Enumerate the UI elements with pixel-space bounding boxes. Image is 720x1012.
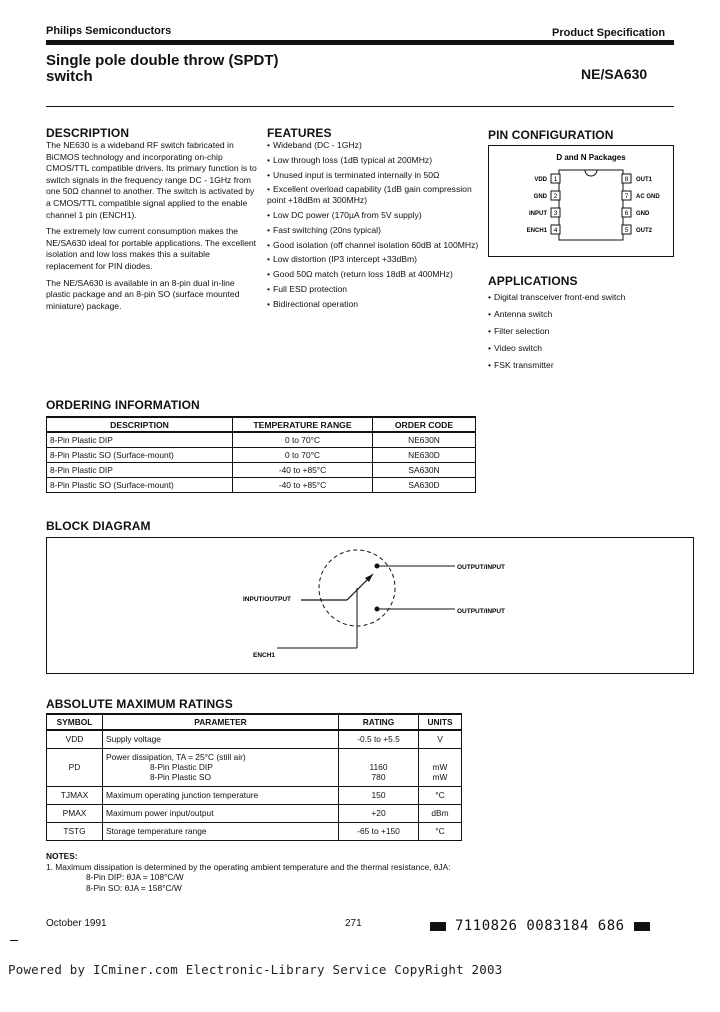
pin-name: ENCH1 — [526, 228, 547, 234]
param-sub: 8-Pin Plastic DIP — [150, 762, 213, 772]
pin-name: INPUT — [529, 211, 547, 217]
pin-diagram — [489, 146, 675, 258]
pin-config-box — [488, 145, 674, 257]
feature-item: • Unused input is terminated internally in 50Ω — [267, 169, 440, 180]
page-title — [46, 53, 279, 85]
cell-temperature: 0 to 70°C — [233, 447, 373, 462]
pin-number: 4 — [553, 227, 558, 234]
left-pins — [527, 174, 560, 234]
title-line-1: Single pole double throw (SPDT) — [46, 52, 279, 69]
ordering-heading: ORDERING INFORMATION — [46, 398, 200, 412]
note-line: 8-Pin SO: θJA = 158°C/W — [86, 882, 182, 893]
feature-item: • Good isolation (off channel isolation 60dB at 100MHz) — [267, 239, 479, 250]
footer-date: October 1991 — [46, 918, 107, 929]
description-section — [46, 140, 258, 317]
pin-name: AC GND — [636, 194, 660, 200]
pin-number: 1 — [553, 176, 558, 183]
cell-order-code: NE630N — [373, 432, 476, 447]
part-number: NE/SA630 — [581, 66, 648, 82]
units-value: mW — [432, 762, 448, 772]
table-row — [47, 730, 462, 748]
document-type: Product Specification — [552, 27, 666, 39]
feature-item: • Good 50Ω match (return loss 18dB at 400MHz) — [267, 269, 453, 280]
feature-item: • Low through loss (1dB typical at 200MHz) — [267, 154, 433, 165]
description-heading: DESCRIPTION — [46, 126, 130, 140]
feature-item: • Full ESD protection — [267, 283, 348, 294]
applications-list — [488, 292, 688, 377]
pin-number: 8 — [624, 176, 629, 183]
table-row — [47, 822, 462, 840]
description-paragraph: The NE630 is a wideband RF switch fabricated in BiCMOS technology and incorporating on-chip CMOS/TTL compatible drivers. Its primary function is to switch signals in the frequency range DC - 1GHz from one 50Ω channel to another. The switch is activated by a CMOS/TTL compatible signal applied to the enable channel 1 pin (ENCH1). — [46, 140, 257, 220]
input-label: INPUT/OUTPUT — [243, 596, 292, 603]
pin-number: 6 — [624, 210, 629, 217]
feature-item: • Bidirectional operation — [267, 298, 359, 309]
application-item: • Antenna switch — [488, 309, 553, 319]
switch-diagram — [47, 538, 695, 675]
application-item: • FSK transmitter — [488, 360, 554, 370]
cell-units: V — [419, 730, 462, 748]
pin-number: 2 — [553, 193, 558, 200]
pin-number: 5 — [624, 227, 629, 234]
cell-description: 8-Pin Plastic DIP — [47, 462, 233, 477]
column-header: PARAMETER — [103, 714, 339, 730]
abs-max-table — [46, 713, 462, 841]
ordering-table — [46, 416, 476, 493]
feature-item: • Wideband (DC - 1GHz) — [267, 140, 362, 150]
table-row — [47, 748, 462, 786]
powered-by-banner: Powered by ICminer.com Electronic-Library Service CopyRight 2003 — [8, 962, 503, 977]
table-row — [47, 447, 476, 462]
barcode-text: 7110826 0083184 686 — [454, 918, 625, 934]
applications-heading: APPLICATIONS — [488, 274, 578, 288]
cell-parameter: Supply voltage — [103, 730, 339, 748]
cell-description: 8-Pin Plastic DIP — [47, 432, 233, 447]
ic-notch — [585, 170, 597, 176]
column-header: UNITS — [419, 714, 462, 730]
header-rule — [46, 40, 674, 45]
cell-symbol: PMAX — [47, 804, 103, 822]
barcode-block-icon — [634, 922, 650, 931]
abs-max-heading: ABSOLUTE MAXIMUM RATINGS — [46, 697, 233, 711]
column-header: ORDER CODE — [373, 417, 476, 432]
company-name: Philips Semiconductors — [46, 25, 172, 37]
cell-rating: 150 — [339, 786, 419, 804]
column-header: TEMPERATURE RANGE — [233, 417, 373, 432]
table-header-row — [47, 714, 462, 730]
param-heading: Power dissipation, TA = 25°C (still air) — [106, 752, 246, 762]
cell-order-code: SA630D — [373, 477, 476, 492]
description-paragraph: The extremely low current consumption makes the NE/SA630 ideal for portable applications. The excellent isolation and low loss makes this a suitable replacement for PIN diodes. — [46, 226, 257, 271]
barcode — [430, 918, 650, 934]
page-number: 271 — [345, 918, 362, 929]
cell-temperature: -40 to +85°C — [233, 477, 373, 492]
table-header-row — [47, 417, 476, 432]
block-diagram-box — [46, 537, 694, 674]
rating-value: 1160 — [369, 762, 388, 772]
application-item: • Filter selection — [488, 326, 550, 336]
block-diagram-heading: BLOCK DIAGRAM — [46, 519, 151, 533]
table-row — [47, 477, 476, 492]
pin-name: OUT2 — [636, 228, 653, 234]
cell-rating: +20 — [339, 804, 419, 822]
pin-number: 7 — [624, 193, 629, 200]
table-row — [47, 432, 476, 447]
features-list — [267, 140, 479, 314]
pin-config-heading: PIN CONFIGURATION — [488, 128, 614, 142]
pin-name: GND — [636, 211, 650, 217]
feature-item: • Low DC power (170µA from 5V supply) — [267, 209, 422, 220]
ic-body — [559, 170, 623, 240]
cell-temperature: 0 to 70°C — [233, 432, 373, 447]
output-2-label: OUTPUT/INPUT — [457, 608, 506, 615]
right-pins — [622, 174, 660, 234]
pin-number: 3 — [553, 210, 558, 217]
cell-symbol: TJMAX — [47, 786, 103, 804]
note-line: 8-Pin DIP: θJA = 108°C/W — [86, 872, 184, 883]
description-paragraph: The NE/SA630 is available in an 8-pin dual in-line plastic package and an 8-pin SO (surface mounted miniature) package. — [46, 277, 240, 311]
cell-symbol: TSTG — [47, 822, 103, 840]
barcode-block-icon — [430, 922, 446, 931]
package-label: D and N Packages — [556, 153, 626, 162]
cell-units — [419, 748, 462, 786]
cell-rating: -65 to +150 — [339, 822, 419, 840]
cell-parameter: Maximum power input/output — [103, 804, 339, 822]
cell-rating — [339, 748, 419, 786]
units-value: mW — [432, 772, 448, 782]
features-heading: FEATURES — [267, 126, 332, 140]
cell-units: °C — [419, 786, 462, 804]
pin-name: GND — [533, 194, 547, 200]
cell-description: 8-Pin Plastic SO (Surface-mount) — [47, 477, 233, 492]
title-rule — [46, 106, 674, 107]
column-header: DESCRIPTION — [47, 417, 233, 432]
note-line: 1. Maximum dissipation is determined by the operating ambient temperature and the thermal resistance, θJA: — [46, 861, 451, 872]
pin-name: OUT1 — [636, 177, 653, 183]
cell-rating: -0.5 to +5.5 — [339, 730, 419, 748]
cell-units: °C — [419, 822, 462, 840]
application-item: • Digital transceiver front-end switch — [488, 292, 626, 302]
notes-heading: NOTES: — [46, 851, 78, 861]
column-header: SYMBOL — [47, 714, 103, 730]
ench-label: ENCH1 — [253, 652, 276, 659]
param-sub: 8-Pin Plastic SO — [150, 772, 211, 782]
cell-units: dBm — [419, 804, 462, 822]
table-row — [47, 462, 476, 477]
title-line-2: switch — [46, 68, 93, 85]
output-1-label: OUTPUT/INPUT — [457, 564, 506, 571]
cell-parameter — [103, 748, 339, 786]
table-row — [47, 786, 462, 804]
notes-section — [46, 851, 451, 893]
margin-mark — [10, 940, 18, 941]
cell-parameter: Maximum operating junction temperature — [103, 786, 339, 804]
feature-item: • Low distortion (IP3 intercept +33dBm) — [267, 254, 418, 265]
cell-order-code: NE630D — [373, 447, 476, 462]
cell-order-code: SA630N — [373, 462, 476, 477]
table-row — [47, 804, 462, 822]
feature-item: • Fast switching (20ns typical) — [267, 224, 381, 235]
feature-item: • Excellent overload capability (1dB gain compression point +18dBm at 300MHz) — [267, 184, 472, 206]
cell-symbol: PD — [47, 748, 103, 786]
application-item: • Video switch — [488, 343, 543, 353]
rating-value: 780 — [371, 772, 386, 782]
cell-description: 8-Pin Plastic SO (Surface-mount) — [47, 447, 233, 462]
pin-name: VDD — [534, 177, 547, 183]
cell-symbol: VDD — [47, 730, 103, 748]
column-header: RATING — [339, 714, 419, 730]
cell-temperature: -40 to +85°C — [233, 462, 373, 477]
cell-parameter: Storage temperature range — [103, 822, 339, 840]
